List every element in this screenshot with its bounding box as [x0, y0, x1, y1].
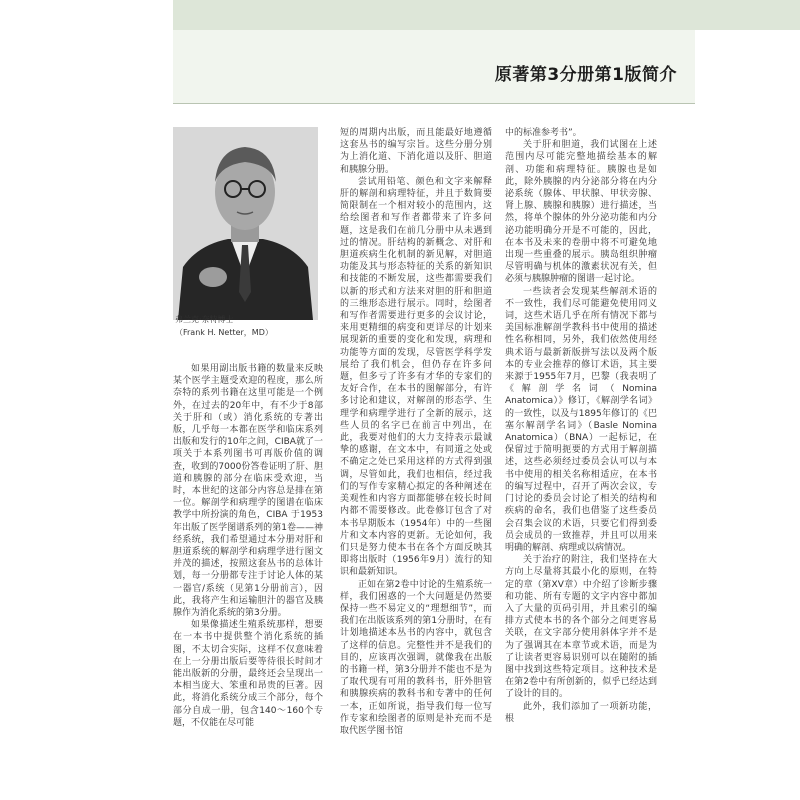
page-title: 原著第3分册第1版简介 [494, 65, 677, 85]
caption-name: 弗兰克·奈特博士 [175, 315, 234, 324]
paragraph: 尝试用铅笔、颜色和文字来解释肝的解剖和病理特征，并且于数简要简限制在一个相对较小的范围内，这给绘图者和写作者都带来了许多问题，这是我们在前几分册中从未遇到过的情况。肝结构的新概念、对肝和胆道疾病生化机制的新见解，对胆道功能及其与形态特征的关系的新知识和技能的不断发展，这些都需要我们以新的形式和方法来对胆的肝和胆道的三维形态进行展示。同时，绘图者和写作者需要进行更多的会议讨论，来用更精细的病变和更详尽的计划来展现新的重要的变化和发现，病理和功能等方面的发现，尽管医学科学发展给了我们机会，但仍存在许多问题，但多亏了许多有才华的专家们的友好合作，在本书的图解部分，有许多讨论和建议，对解剖的形态学、生理学和病理学进行了全新的展示，这些人员的名字已在前言中列出，在此，我要对他们的大力支持表示最诚挚的感谢，在文本中，有同道之处或不确定之处已采用这样的方式得到强调，尽管如此，我们也相信，经过我们的写作专家精心拟定的各种阐述在美观性和内容方面都能够在较长时间内都不需要修改。此卷修订包含了对本书早期版本（1954年）中的一些图片和文本内容的更新。无论如何，我们只是努力使本书在各个方面反映其即将出版时（1956年9月）流行的知识和最新知识。 [340, 176, 492, 578]
paragraph: 关于治疗的附注，我们坚持在大方向上尽量将其最小化的原则，在特定的章（第XV章）中介绍了诊断步骤和功能、所有专题的文字内容中都加入了大量的页码引用，并且索引的编排方式使本书的各个部分之间更容易关联，在文字部分使用斜体字并不是为了强调其在本章节或术语，而是为了让读者更容易识别可以在随附的插图中找到这些特定项目。这种技术是在第2卷中有所创新的，似乎已经达到了设计的目的。 [505, 555, 657, 700]
paragraph: 中的标准参考书”。 [505, 128, 582, 138]
paragraph: 短的周期内出版，而且能最好地遵循这套丛书的编写宗旨。这些分册分别为上消化道、下消化道以及肝、胆道和胰腺分册。 [340, 128, 492, 175]
header-band [173, 0, 800, 30]
paragraph: 如果像描述生殖系统那样，想要在一本书中提供整个消化系统的插图，不太切合实际，这样不仅意味着在上一分册出版后要等待很长时间才能出版新的分册，最终还会呈现出一本相当庞大、笨重和昂贵的巨著。因此，将消化系统分成三个部分，每个部分自成一册，包含140～160个专题，不仅能在尽可能 [173, 620, 323, 728]
caption-name-en: （Frank H. Netter，MD） [175, 328, 273, 337]
paragraph: 一些读者会发现某些解剖术语的不一致性，我们尽可能避免使用同义词，这些术语几乎在所有情况下都与美国标准解剖学教科书中使用的描述性名称相同，另外，我们依然使用经典术语与最新新版拼写法以及两个版本的专业会推荐的修订术语，其主要来源于1955年7月，巴黎（我表明了《解剖学名词（Nomina Anatomica）》修订，《解剖学名词》的一致性，以及与1895年修订的《巴塞尔解剖学名词》（Basle Nomina Anatomica）（BNA）一起标记，在保留过于简明扼要的方式用于解剖描述，这些必须经过委员会认可以与本书中使用的相关名称相适应，在本书的编写过程中，召开了两次会议，专门讨论的委员会讨论了相关的结构和疾病的命名，我们也借鉴了这些委员会召集会议的术语，只要它们得到委员会成员的一致推荐，并且可以用来明确的解剖、病理或以病情况。 [505, 286, 657, 553]
paragraph: 正如在第2卷中讨论的生殖系统一样，我们困惑的一个大问题是仍然要保持一些不易定义的“理想细节”，而我们在出版该系列的第1分册时，在有计划地描述本丛书的内容中，就包含了这样的信息。完整性并不是我们的目的，应该再次强调，就像我在出版的书籍一样，第3分册并不能也不是为了取代现有可用的教科书，肝外胆管和胰腺疾病的教科书和专著中的任何一本，正如所说，指导我们每一位写作专家和绘图者的原则是补充而不是取代医学图书馆 [340, 579, 492, 736]
paragraph: 如果用副出版书籍的数量来反映某个医学主题受欢迎的程度，那么所奈特的系列书籍在这里可能是一个例外，在过去的20年中，有不少于8部关于肝和（或）消化系统的专著出版，几乎每一本都在医学和临床系列出版和发行的10年之间，CIBA就了一项关于本系列图书可再版价值的调查，收到的7000份答卷证明了肝、胆道和胰腺的部分在临床受欢迎，当时，本世纪的这部分内容总是排在第一位。解剖学和病理学的图谱在临床教学中所扮演的角色，CIBA 于1953年出版了医学图谱系列的第1卷——神经系统，我们希望通过本分册对肝和胆道系统的解剖学和病理学进行图文并茂的描述，按照这套丛书的总体计划，每一分册都专注于讨论人体的某一器官/系统（见第1分册前言），因此，我将产生和运输胆汁的器官及胰腺作为消化系统的第3分册。 [173, 364, 323, 619]
title-band [173, 30, 695, 104]
portrait-photo [173, 127, 318, 320]
photo-caption [175, 313, 320, 339]
text-column-1 [173, 363, 323, 729]
paragraph: 关于肝和胆道，我们试图在上述范围内尽可能完整地描绘基本的解剖、功能和病理特征。胰腺也是如此，除外胰腺的内分泌部分将在内分泌系统（腺体、甲状腺、甲状旁腺、肾上腺、胰腺和胰腺）进行描述，当然，将单个腺体的外分泌功能和内分泌功能明确分开是不可能的，因此，在本书及未来的卷册中将不可避免地出现一些重叠的展示。胰岛组织肿瘤尽管明确与机体的激素状况有关，但必须与胰腺肿瘤的图谱一起讨论。 [505, 140, 657, 285]
text-column-3 [505, 127, 657, 725]
paragraph: 此外，我们添加了一项新功能，根 [505, 701, 657, 724]
portrait-image [173, 127, 318, 320]
text-column-2 [340, 127, 492, 737]
